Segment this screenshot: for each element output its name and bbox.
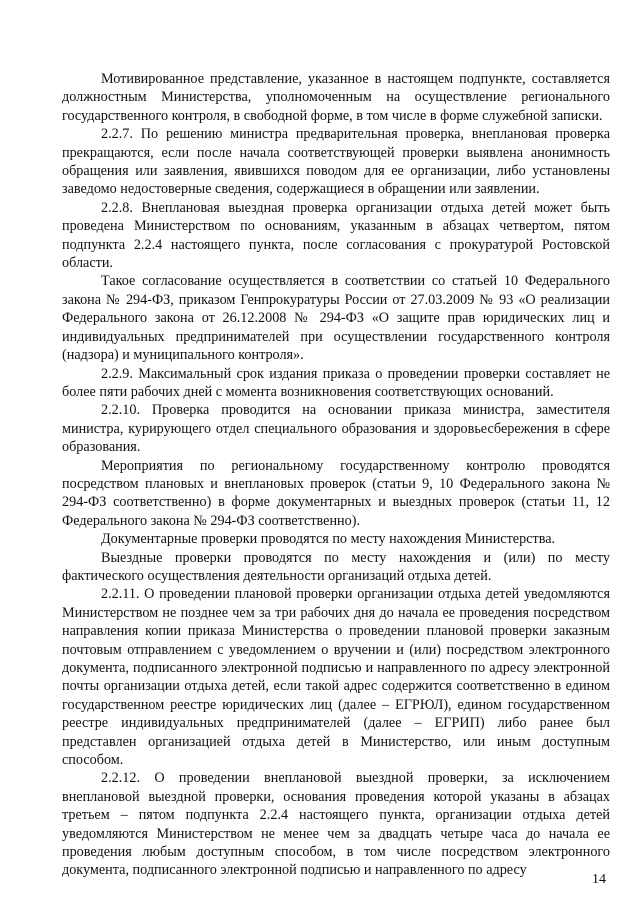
paragraph: Документарные проверки проводятся по месту нахождения Министерства. bbox=[101, 531, 556, 548]
paragraph: 2.2.10. Проверка проводится на основании приказа министра, заместителя министра, курирующего отдел специального образования и здоровьесбережения в сфере образования. bbox=[62, 402, 610, 456]
paragraph: 2.2.11. О проведении плановой проверки организации отдыха детей уведомляются Министерством не позднее чем за три рабочих дня до начала ее проведения посредством направления копии приказа Министерства о проведении плановой проверки заказным почтовым отправлением с уведомлением о вручении и (или) посредством электронного документа, подписанного электронной подписью и направленного по адресу электронной почты организации отдыха детей, если такой адрес содержится соответственно в едином государственном реестре юридических лиц (далее – ЕГРЮЛ), едином государственном реестре индивидуальных предпринимателей (далее – ЕГРИП) либо ранее был представлен организацией отдыха детей в Министерство, или иным доступным способом. bbox=[62, 586, 610, 769]
paragraph: 2.2.12. О проведении внеплановой выездной проверки, за исключением внеплановой выездной проверки, основания проведения которой указаны в абзацах третьем – пятом подпункта 2.2.4 настоящего пункта, организации отдыха детей уведомляются Министерством не менее чем за двадцать четыре часа до начала ее проведения любым доступным способом, в том числе посредством электронного документа, подписанного электронной подписью и направленного по адресу bbox=[62, 770, 610, 879]
document-body bbox=[62, 70, 610, 880]
paragraph: 2.2.8. Внеплановая выездная проверка организации отдыха детей может быть проведена Министерством по основаниям, указанным в абзацах четвертом, пятом подпункта 2.2.4 настоящего пункта, после согласования с прокуратурой Ростовской области. bbox=[62, 199, 610, 272]
page-number: 14 bbox=[592, 872, 606, 887]
paragraph: Мероприятия по региональному государственному контролю проводятся посредством плановых и внеплановых проверок (статьи 9, 10 Федерального закона № 294-ФЗ соответственно) в форме документарных и выездных проверок (статьи 11, 12 Федерального закона № 294-ФЗ соответственно). bbox=[62, 457, 610, 529]
paragraph: 2.2.9. Максимальный срок издания приказа о проведении проверки составляет не более пяти рабочих дней с момента возникновения соответствующих оснований. bbox=[62, 365, 610, 400]
paragraph: Мотивированное представление, указанное в настоящем подпункте, составляется должностным Министерства, уполномоченным на осуществление регионального государственного контроля, в свободной форме, в том числе в форме служебной записки. bbox=[62, 71, 610, 124]
paragraph: Такое согласование осуществляется в соответствии со статьей 10 Федерального закона № 294-ФЗ, приказом Генпрокуратуры России от 27.03.2009 № 93 «О реализации Федерального закона от 26.12.2008 № 294-ФЗ «О защите прав юридических лиц и индивидуальных предпринимателей при осуществлении государственного контроля (надзора) и муниципального контроля». bbox=[62, 273, 610, 364]
paragraph: Выездные проверки проводятся по месту нахождения и (или) по месту фактического осуществления деятельности организаций отдыха детей. bbox=[62, 549, 610, 584]
paragraph: 2.2.7. По решению министра предварительная проверка, внеплановая проверка прекращаются, если после начала соответствующей проверки выявлена анонимность обращения или заявления, явившихся поводом для ее организации, либо установлены заведомо недостоверные сведения, содержащиеся в обращении или заявлении. bbox=[62, 126, 610, 198]
